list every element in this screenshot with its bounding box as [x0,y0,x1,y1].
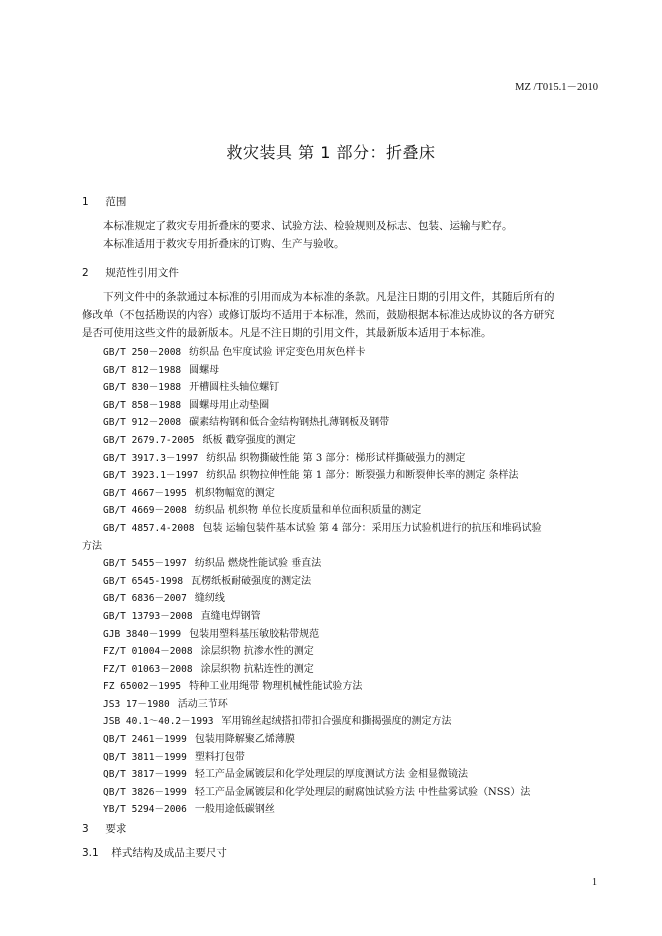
reference-title: 涂层织物 抗渗水性的测定 [200,646,314,658]
reference-code: FZ/T 01004－2008 [103,646,193,658]
reference-item [82,731,612,749]
reference-title: 塑料打包带 [194,751,245,763]
reference-title: 开槽圆柱头轴位螺钉 [189,382,280,394]
reference-title: 涂层织物 抗粘连性的测定 [200,663,314,675]
reference-code: FZ/T 01063－2008 [103,663,193,675]
intro-line-1: 下列文件中的条款通过本标准的引用而成为本标准的条款。凡是注日期的引用文件，其随后所有的 [103,291,555,303]
reference-title: 特种工业用绳带 物理机械性能试验方法 [189,681,363,693]
normative-intro [82,288,602,342]
reference-item [82,678,612,696]
reference-code: GB/T 858－1988 [103,399,182,411]
reference-title: 纺织品 燃烧性能试验 垂直法 [194,558,322,570]
section-heading-scope [82,194,126,209]
reference-title: 轻工产品金属镀层和化学处理层的耐腐蚀试验方法 中性盐雾试验（NSS）法 [194,786,531,798]
reference-item [82,590,612,608]
reference-code: FZ 65002－1995 [103,681,182,693]
reference-title: 纺织品 色牢度试验 评定变色用灰色样卡 [189,347,366,358]
reference-item [82,397,612,415]
section-title: 规范性引用文件 [105,267,179,279]
reference-title: 包装用降解聚乙烯薄膜 [194,734,295,746]
reference-item [82,626,612,644]
reference-code: QB/T 3817－1999 [103,769,187,781]
scope-paragraphs [82,217,602,253]
reference-code: GB/T 5455－1997 [103,558,187,570]
reference-item [82,362,612,380]
reference-item [82,379,612,397]
reference-item [82,608,612,626]
reference-title: 纸板 戳穿强度的测定 [202,434,296,446]
reference-title: 一般用途低碳钢丝 [194,804,275,816]
document-code: MZ /T015.1－2010 [515,82,598,93]
reference-continuation: 方法 [82,540,102,552]
reference-item [82,520,612,555]
reference-title: 圆螺母用止动垫圈 [189,399,270,411]
reference-item [82,801,612,819]
reference-item [82,696,612,714]
intro-line-3: 是否可使用这些文件的最新版本。凡是不注日期的引用文件，其最新版本适用于本标准。 [82,327,492,339]
reference-title: 包装用塑料基压敏胶粘带规范 [189,628,320,640]
reference-code: GB/T 3917.3－1997 [103,452,199,464]
reference-title: 纺织品 织物撕破性能 第 3 部分：梯形试样撕破强力的测定 [206,452,466,464]
reference-item [82,485,612,503]
reference-code: QB/T 3811－1999 [103,751,187,763]
section-title: 范围 [105,196,127,208]
section-title: 要求 [105,823,127,835]
reference-title: 纺织品 机织物 单位长度质量和单位面积质量的测定 [194,505,422,517]
section-heading-normative [82,265,179,280]
subsection-title: 样式结构及成品主要尺寸 [111,847,227,859]
reference-item [82,749,612,767]
reference-title: 轻工产品金属镀层和化学处理层的厚度测试方法 金相显微镜法 [194,769,469,781]
reference-item [82,344,612,362]
reference-item [82,414,612,432]
section-number: 1 [82,196,89,208]
reference-item [82,784,612,802]
reference-item [82,467,612,485]
subsection-heading-structure [82,845,227,860]
reference-code: GJB 3840－1999 [103,628,182,640]
reference-list [82,344,612,819]
scope-paragraph-1: 本标准规定了救灾专用折叠床的要求、试验方法、检验规则及标志、包装、运输与贮存。 [103,220,513,232]
reference-code: GB/T 4669－2008 [103,505,187,517]
reference-item [82,450,612,468]
reference-code: GB/T 4667－1995 [103,487,187,499]
reference-item [82,643,612,661]
reference-title: 军用锦丝起绒搭扣带扣合强度和撕揭强度的测定方法 [221,716,452,728]
page-number: 1 [592,877,597,888]
reference-code: GB/T 912－2008 [103,417,182,429]
reference-title: 活动三节环 [177,698,228,710]
reference-item [82,502,612,520]
reference-code: GB/T 3923.1－1997 [103,470,199,482]
reference-item [82,432,612,450]
intro-line-2: 修改单（不包括勘误的内容）或修订版均不适用于本标准，然而，鼓励根据本标准达成协议的各方研究 [82,309,555,321]
reference-item [82,713,612,731]
reference-code: GB/T 250－2008 [103,347,182,358]
section-heading-requirements [82,821,126,836]
reference-title: 包装 运输包装件基本试验 第 4 部分：采用压力试验机进行的抗压和堆码试验 [202,522,542,534]
reference-code: GB/T 2679.7-2005 [103,434,195,446]
reference-item [82,555,612,573]
reference-item [82,766,612,784]
scope-paragraph-2: 本标准适用于救灾专用折叠床的订购、生产与验收。 [103,238,345,250]
reference-code: JSB 40.1～40.2－1993 [103,716,214,728]
reference-title: 缝纫线 [194,593,225,605]
reference-title: 机织物幅宽的测定 [194,487,275,499]
reference-item [82,573,612,591]
reference-code: GB/T 13793－2008 [103,610,193,622]
reference-code: GB/T 6836－2007 [103,593,187,605]
reference-title: 圆螺母 [189,364,220,376]
reference-title: 瓦楞纸板耐破强度的测定法 [191,575,312,587]
reference-title: 直缝电焊钢管 [200,610,261,622]
reference-code: QB/T 2461－1999 [103,734,187,746]
reference-title: 碳素结构钢和低合金结构钢热扎薄钢板及钢带 [189,417,390,429]
reference-code: GB/T 812－1988 [103,364,182,376]
subsection-number: 3.1 [82,847,99,859]
section-number: 2 [82,267,89,279]
reference-item [82,661,612,679]
reference-code: JS3 17－1980 [103,698,170,710]
reference-code: QB/T 3826－1999 [103,786,187,798]
reference-title: 纺织品 织物拉伸性能 第 1 部分：断裂强力和断裂伸长率的测定 条样法 [206,470,519,482]
reference-code: GB/T 830－1988 [103,382,182,394]
reference-code: GB/T 6545-1998 [103,575,184,587]
section-number: 3 [82,823,89,835]
reference-code: GB/T 4857.4-2008 [103,522,195,534]
reference-code: YB/T 5294－2006 [103,804,187,816]
page-title: 救灾装具 第 1 部分：折叠床 [226,143,436,162]
